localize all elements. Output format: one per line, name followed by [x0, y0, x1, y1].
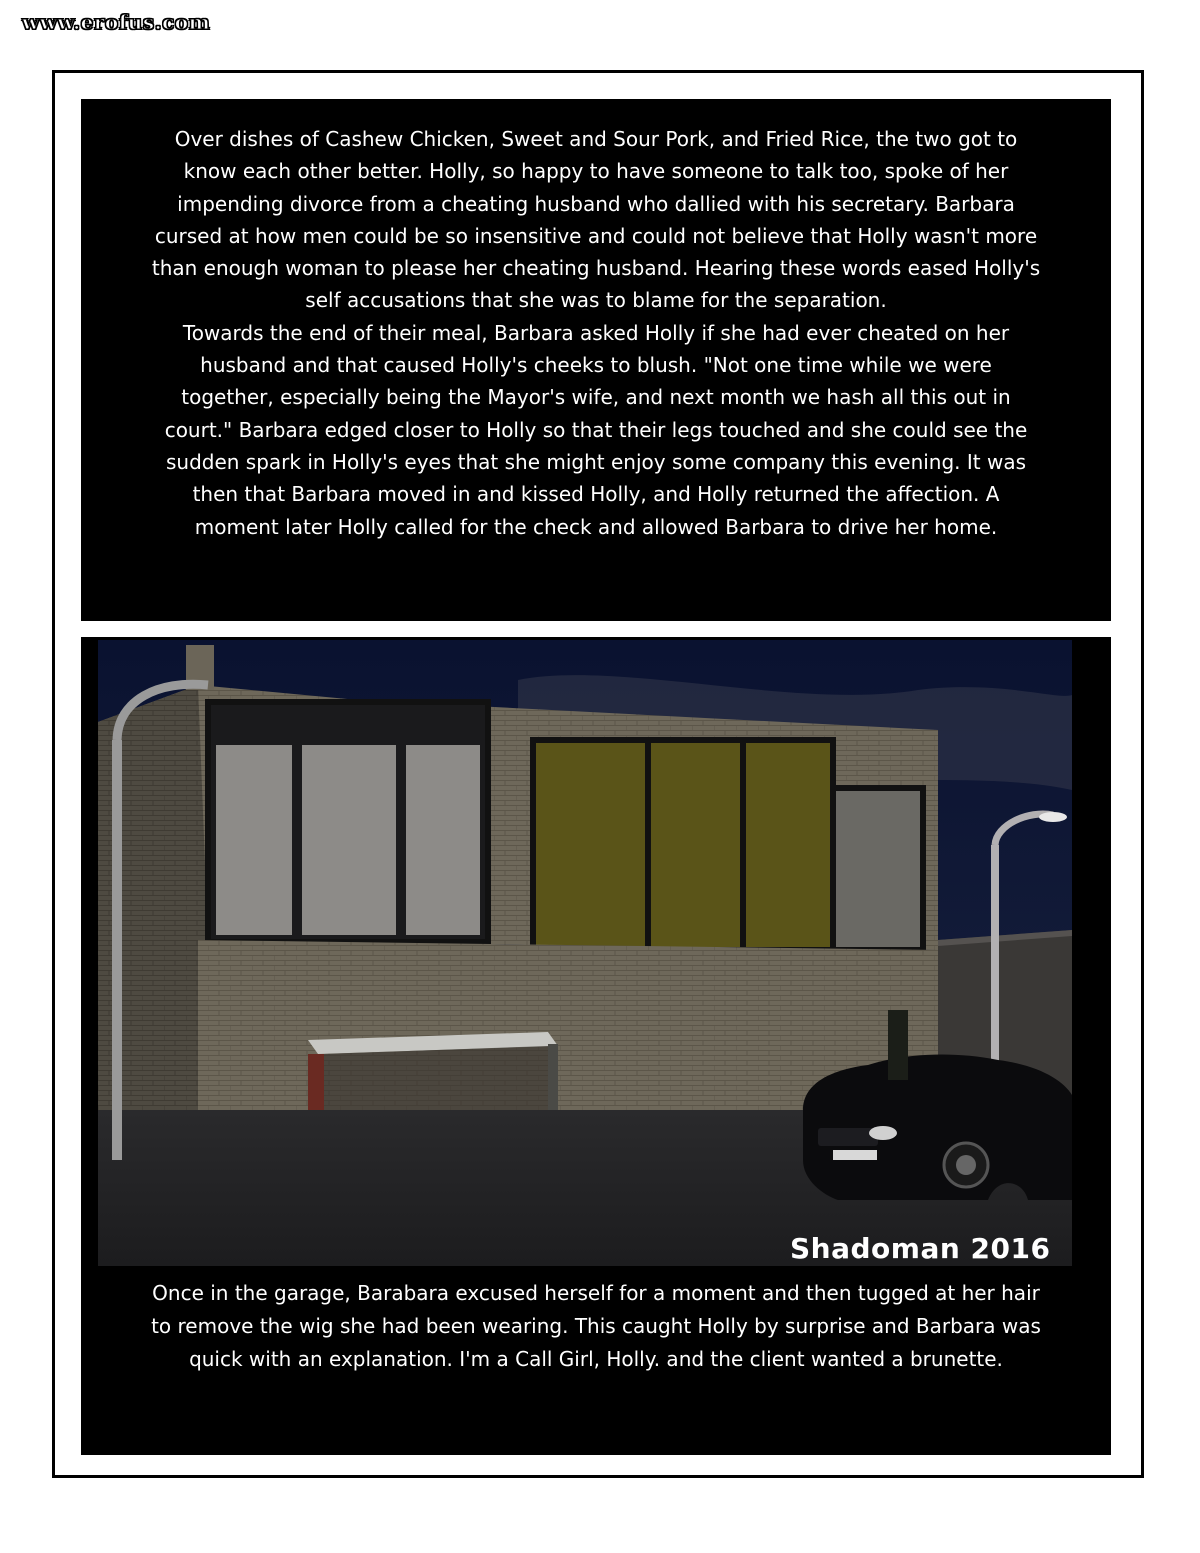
bottom-caption-box: [81, 1277, 1111, 1376]
garage-night-scene: [98, 640, 1072, 1266]
artist-signature: Shadoman 2016: [790, 1232, 1051, 1265]
top-caption-box: [81, 99, 1111, 621]
bottom-caption-text: Once in the garage, Barabara excused herself for a moment and then tugged at her hair to remove the wig she had been wearing. This caught Holly by surprise and Barbara was quick with an explanation. I'm a Call Girl, Holly. and the client wanted a brunette.: [151, 1281, 1041, 1371]
scene-illustration: [98, 640, 1072, 1266]
illustration-panel: [81, 637, 1111, 1455]
site-watermark: www.erofus.com: [22, 10, 211, 34]
top-caption-text: Over dishes of Cashew Chicken, Sweet and Sour Pork, and Fried Rice, the two got to know each other better. Holly, so happy to have someone to talk too, spoke of her impending divorce from a cheating husband who dallied with his secretary. Barbara cursed at how men could be so insensitive and could not believe that Holly wasn't more than enough woman to please her cheating husband. Hearing these words eased Holly's self accusations that she was to blame for the separation. Towards the end of their meal, Barbara asked Holly if she had ever cheated on her husband and that caused Holly's cheeks to blush. "Not one time while we were together, especially being the Mayor's wife, and next month we hash all this out in court." Barbara edged closer to Holly so that their legs touched and she could see the sudden spark in Holly's eyes that she might enjoy some company this evening. It was then that Barbara moved in and kissed Holly, and Holly returned the affection. A moment later Holly called for the check and allowed Barbara to drive her home.: [151, 127, 1041, 539]
